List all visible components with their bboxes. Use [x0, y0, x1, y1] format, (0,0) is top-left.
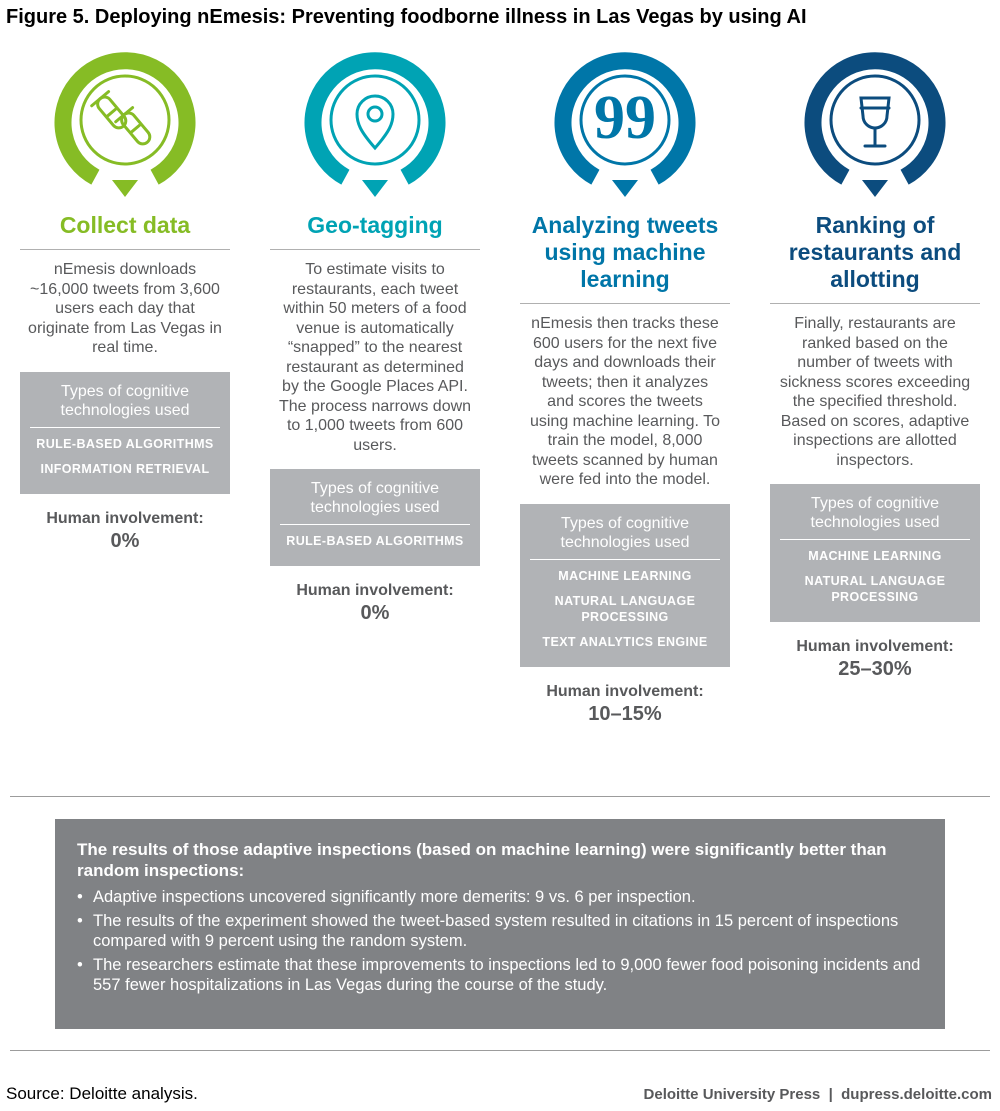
map-pin-icon	[357, 96, 393, 148]
step-description: nEmesis then tracks these 600 users for the next five days and downloads their tweets; then it analyzes and scores the tweets using machine learning. To train the model, 8,000 tweets scanned by human were fed into the model.	[529, 315, 721, 488]
results-bullet-text: The researchers estimate that these improvements to inspections led to 9,000 fewer food poisoning incidents and 557 fewer hospitalizations in Las Vegas during the course of the study.	[93, 956, 921, 994]
tech-box-header: Types of cognitive technologies used	[60, 382, 190, 419]
step-description: To estimate visits to restaurants, each tweet within 50 meters of a food venue is automatically “snapped” to the nearest restaurant as determined by the Google Places API. The process narrows down to 1,000 tweets from 600 users.	[278, 261, 472, 454]
tech-box-header: Types of cognitive technologies used	[810, 495, 940, 531]
tech-item: INFORMATION RETRIEVAL	[40, 461, 210, 476]
human-involvement-label: Human involvement:	[796, 638, 954, 655]
tech-box	[520, 504, 730, 667]
divider-top	[10, 796, 990, 797]
step-divider	[270, 249, 480, 250]
tech-box-divider	[30, 427, 220, 428]
quote-icon	[594, 84, 656, 152]
tech-item: NATURAL LANGUAGE PROCESSING	[554, 593, 696, 624]
results-bullet	[77, 955, 923, 995]
divider-bottom	[10, 1050, 990, 1051]
human-involvement-label: Human involvement:	[296, 582, 454, 599]
tech-box	[20, 372, 230, 494]
step-column	[520, 42, 730, 726]
tech-box-header: Types of cognitive technologies used	[560, 514, 690, 551]
human-involvement-value: 25–30%	[838, 658, 912, 680]
step-divider	[20, 249, 230, 250]
tech-box-divider	[780, 539, 970, 540]
bullet-dot: •	[77, 956, 83, 974]
tech-item: TEXT ANALYTICS ENGINE	[542, 634, 708, 649]
tech-item: MACHINE LEARNING	[808, 549, 942, 563]
results-box	[55, 819, 945, 1029]
tech-item: RULE-BASED ALGORITHMS	[286, 534, 464, 548]
human-involvement-label: Human involvement:	[546, 682, 704, 700]
tech-box	[770, 484, 980, 622]
tech-item: RULE-BASED ALGORITHMS	[36, 436, 214, 451]
tech-item: MACHINE LEARNING	[558, 568, 692, 583]
step-description: nEmesis downloads ~16,000 tweets from 3,600 users each day that originate from Las Vegas in real time.	[28, 261, 222, 356]
tech-box-divider	[280, 524, 470, 525]
publisher-credit: Deloitte University Press | dupress.deloitte.com	[643, 1086, 992, 1103]
bullet-dot: •	[77, 888, 83, 906]
step-badge	[795, 42, 955, 202]
step-heading: Analyzing tweets using machine learning	[531, 212, 719, 292]
source-note: Source: Deloitte analysis.	[6, 1084, 198, 1103]
svg-text:99: 99	[594, 84, 656, 152]
results-bullet-text: The results of the experiment showed the tweet-based system resulted in citations in 15 percent of inspections compared with 9 percent using the random system.	[93, 912, 899, 950]
results-list	[77, 887, 923, 995]
human-involvement-value: 0%	[110, 529, 140, 552]
tech-box-divider	[530, 559, 720, 560]
results-bullet	[77, 911, 923, 951]
human-involvement-value: 0%	[360, 602, 390, 624]
step-divider	[770, 303, 980, 304]
tech-box-header: Types of cognitive technologies used	[310, 480, 440, 516]
step-column	[270, 42, 480, 625]
step-column	[770, 42, 980, 681]
bullet-dot: •	[77, 912, 83, 930]
step-divider	[520, 303, 730, 304]
human-involvement-label: Human involvement:	[46, 509, 204, 527]
step-badge	[45, 42, 205, 202]
step-badge	[295, 42, 455, 202]
test-tubes-icon	[92, 92, 156, 150]
results-heading: The results of those adaptive inspections (based on machine learning) were significantly better than random inspections:	[77, 840, 887, 880]
wine-glass-icon	[861, 98, 889, 146]
step-badge	[545, 42, 705, 202]
step-column	[20, 42, 230, 553]
step-heading: Ranking of restaurants and allotting	[788, 212, 962, 292]
tech-item: NATURAL LANGUAGE PROCESSING	[804, 574, 946, 604]
tech-box	[270, 469, 480, 566]
step-description: Finally, restaurants are ranked based on the number of tweets with sickness scores exceeding the specified threshold. Based on scores, adaptive inspections are allotted inspectors.	[779, 315, 971, 469]
figure-title: Figure 5. Deploying nEmesis: Preventing foodborne illness in Las Vegas by using AI	[6, 6, 807, 28]
results-bullet	[77, 887, 923, 907]
step-heading: Collect data	[59, 212, 191, 238]
results-bullet-text: Adaptive inspections uncovered significantly more demerits: 9 vs. 6 per inspection.	[93, 888, 696, 906]
human-involvement-value: 10–15%	[588, 702, 662, 725]
step-heading: Geo-tagging	[307, 212, 443, 238]
